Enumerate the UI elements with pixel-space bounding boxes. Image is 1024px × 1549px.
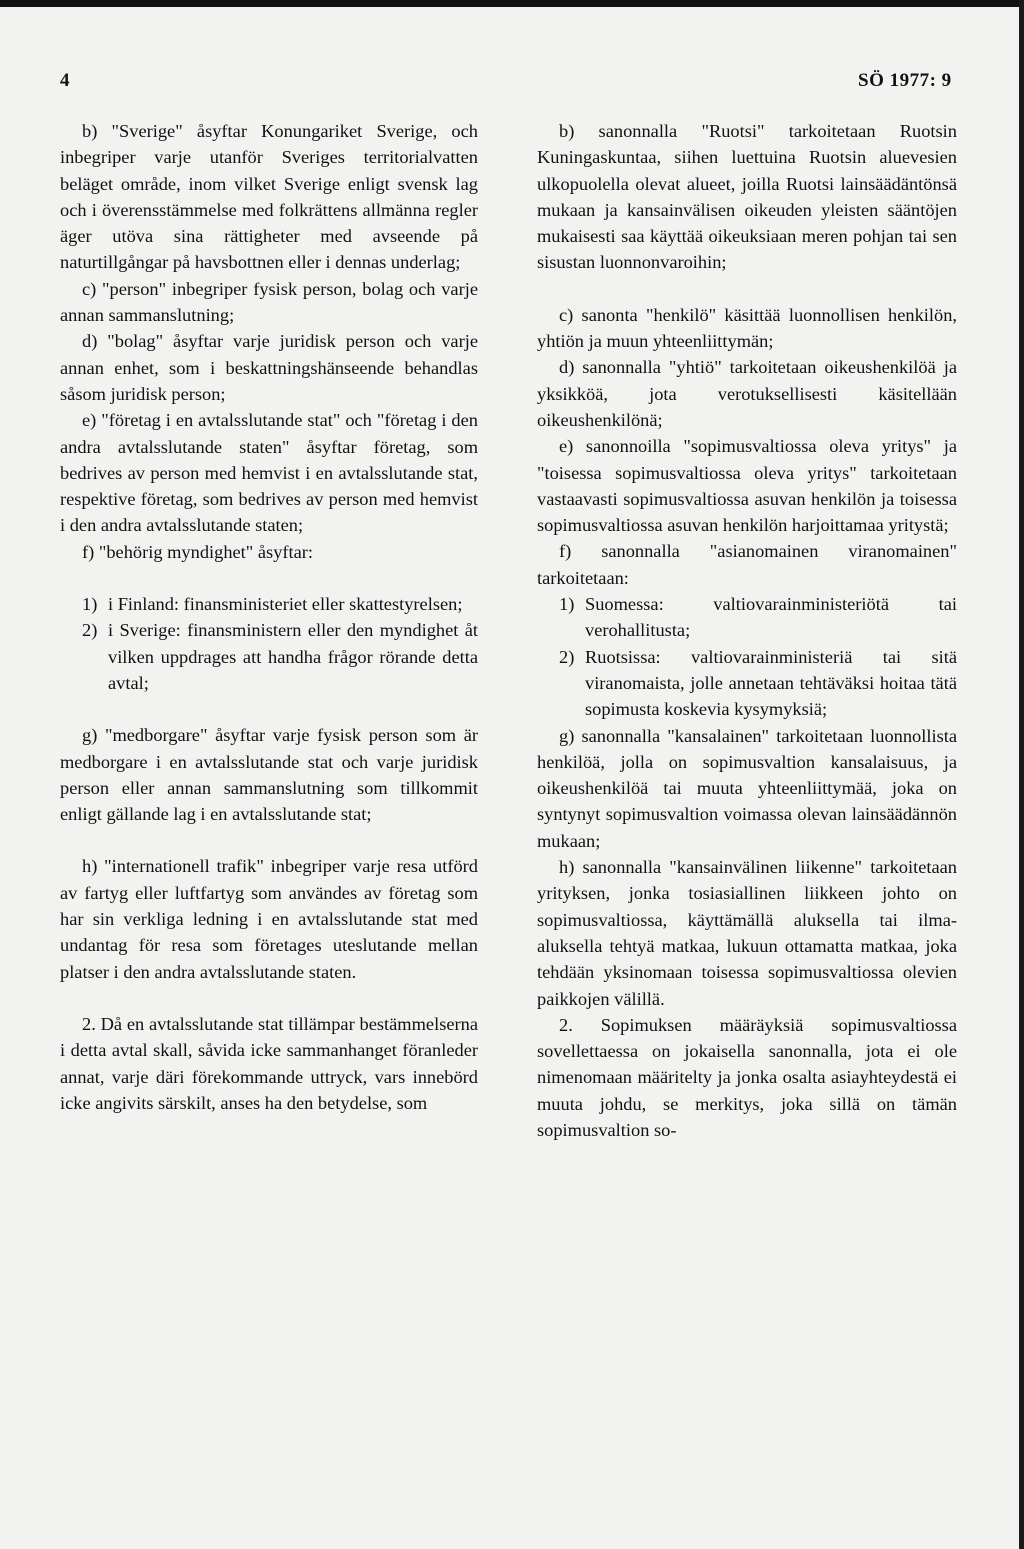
series-reference: SÖ 1977: 9	[858, 70, 952, 91]
paragraph-2-sv: 2. Då en avtalsslutande stat tillämpar bestämmelserna i detta avtal skall, såvida icke sammanhanget föranleder annat, varje däri förekommande uttryck, vars innebörd icke angivits särskilt, anses ha den betydelse, som	[60, 1013, 478, 1113]
definition-f-sv: f) "behörig myndighet" åsyftar:	[82, 541, 314, 562]
definition-e-sv: e) "företag i en avtalsslutande stat" och "företag i den andra avtalsslutande staten" åsyftar företag, som bedrives av person med hemvist i en avtalsslutande stat, respektive företag, som bedrives av person med hemvist i den andra avtalsslutande staten;	[60, 410, 478, 536]
definition-h-sv: h) "internationell trafik" inbegriper varje resa utförd av fartyg eller luftfartyg som användes av företag som har sin verkliga ledning i en avtalsslutande stat med undantag för resa som företages uteslutande mellan platser i den andra avtalsslutande staten.	[60, 856, 478, 982]
subitem-number: 2)	[82, 620, 98, 641]
definition-c-sv: c) "person" inbegriper fysisk person, bolag och varje annan sammanslutning;	[60, 278, 478, 326]
definition-d-sv: d) "bolag" åsyftar varje juridisk person och varje annan enhet, som i beskattningshänseende behandlas såsom juridisk person;	[60, 331, 478, 404]
swedish-column	[60, 118, 478, 1116]
subitem-number: 1)	[559, 594, 575, 615]
top-border	[0, 0, 1024, 7]
subitem-2-fi	[537, 644, 957, 723]
definition-c-fi: c) sanonta "henkilö" käsittää luonnollisen henkilön, yhtiön ja muun yhteenliittymän;	[537, 304, 957, 352]
subitem-text: i Sverige: finansministern eller den myndighet åt vilken uppdrages att handha frågor rörande detta avtal;	[108, 620, 478, 693]
subitem-1-fi	[537, 591, 957, 644]
definition-h-fi: h) sanonnalla "kansainvälinen liikenne" tarkoitetaan yrityksen, jonka tosiasiallinen liikkeen johto on sopimusvaltiossa, käyttämällä aluksella tai ilma-aluksella tehtyä matkaa, lukuun ottamatta matkaa, joka tehdään yksinomaan toisessa sopimusvaltiossa olevien paikkojen välillä.	[537, 857, 957, 1009]
subitem-text: i Finland: finansministeriet eller skattestyrelsen;	[108, 594, 463, 615]
definition-b-fi: b) sanonnalla "Ruotsi" tarkoitetaan Ruotsin Kuningaskuntaa, siihen luettuina Ruotsin aluevesien ulkopuolella olevat alueet, joilla Ruotsi lainsäädäntönsä mukaan ja kansainvälisen oikeuden yleisten sääntöjen mukaisesti saa käyttää oikeuksiaan meren pohjan tai sen sisustan luonnonvaroihin;	[537, 121, 957, 273]
definition-b-sv: b) "Sverige" åsyftar Konungariket Sverige, och inbegriper varje utanför Sveriges territorialvatten beläget område, inom vilket Sverige enligt svensk lag och i överensstämmelse med folkrättens allmänna regler äger utöva sina rättigheter med avseende på naturtillgångar på havsbottnen eller i dennas underlag;	[60, 121, 478, 273]
subitem-1-sv	[60, 591, 478, 617]
definition-e-fi: e) sanonnoilla "sopimusvaltiossa oleva yritys" ja "toisessa sopimusvaltiossa oleva yritys" tarkoitetaan vastaavasti sopimusvaltiossa asuvan henkilön ja toisessa sopimusvaltiossa asuvan henkilön harjoittamaa yritystä;	[537, 436, 957, 536]
subitem-2-sv	[60, 617, 478, 696]
definition-d-fi: d) sanonnalla "yhtiö" tarkoitetaan oikeushenkilöä ja yksikköä, jota verotuksellisesti käsitellään oikeushenkilönä;	[537, 357, 957, 430]
definition-g-fi: g) sanonnalla "kansalainen" tarkoitetaan luonnollista henkilöä, jolla on sopimusvaltion kansalaisuus, ja oikeushenkilöä tai muuta yhteenliittymää, joka on syntynyt sopimusvaltion voimassa olevan lainsäädännön mukaan;	[537, 725, 957, 851]
subitem-text: Ruotsissa: valtiovarainministeriä tai sitä viranomaista, jolle annetaan tehtäväksi hoitaa tätä sopimusta koskevia kysymyksiä;	[585, 646, 957, 720]
subitem-text: Suomessa: valtiovarainministeriötä tai verohallitusta;	[585, 594, 957, 641]
finnish-column	[537, 118, 957, 1143]
scan-edge	[1019, 0, 1024, 1549]
page-number: 4	[60, 70, 70, 91]
subitem-number: 1)	[82, 594, 98, 615]
subitem-number: 2)	[559, 646, 575, 667]
definition-f-fi: f) sanonnalla "asianomainen viranomainen" tarkoitetaan:	[537, 541, 957, 588]
definition-g-sv: g) "medborgare" åsyftar varje fysisk person som är medborgare i en avtalsslutande stat och varje juridisk person eller annan sammanslutning som tillkommit enligt gällande lag i en avtalsslutande stat;	[60, 725, 478, 825]
paragraph-2-fi: 2. Sopimuksen määräyksiä sopimusvaltiossa sovellettaessa on jokaisella sanonnalla, jota ei ole nimenomaan määritelty ja jonka osalta asiayhteydestä ei muuta johdu, se merkitys, joka sillä on tämän sopimusvaltion so-	[537, 1014, 957, 1140]
